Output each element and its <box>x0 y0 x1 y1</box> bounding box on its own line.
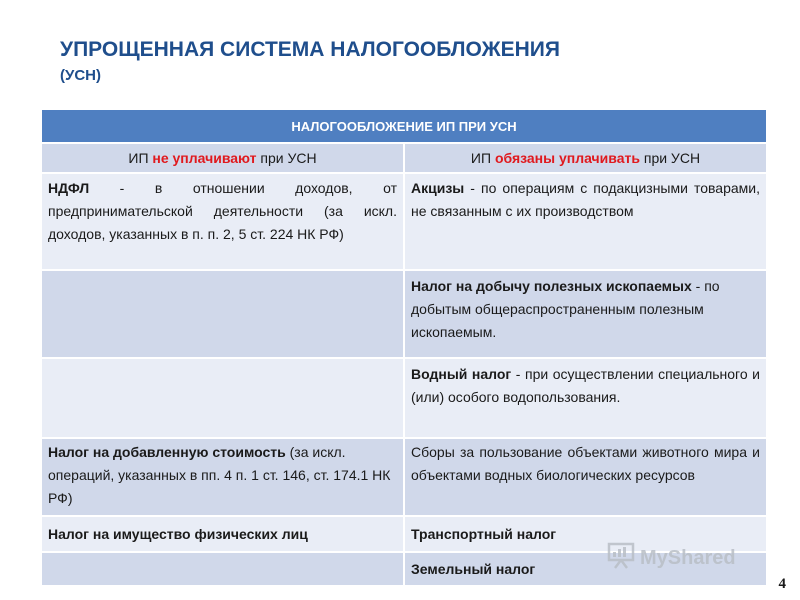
header-not-paid-pre: ИП <box>128 149 153 166</box>
tax-name: Земельный налог <box>411 560 536 577</box>
tax-description: - по операциям с подакцизными товарами, не связанным с их производством <box>411 180 760 219</box>
header-must-pay-emphasis: обязаны уплачивать <box>494 149 640 166</box>
tax-name: НДФЛ <box>48 180 90 196</box>
cell-not-paid <box>42 271 405 359</box>
slide-title: УПРОЩЕННАЯ СИСТЕМА НАЛОГООБЛОЖЕНИЯ <box>60 38 560 61</box>
cell-must-pay <box>405 359 768 439</box>
table-title-row <box>42 110 768 144</box>
tax-name: Налог на имущество физических лиц <box>48 525 308 542</box>
header-must-pay-pre: ИП <box>470 149 495 166</box>
cell-not-paid <box>42 553 405 587</box>
slide-subtitle: (УСН) <box>60 67 101 84</box>
tax-name: Водный налог <box>411 366 512 382</box>
table-header-row <box>42 144 768 174</box>
table-row <box>42 439 768 517</box>
cell-must-pay <box>405 174 768 271</box>
table-row <box>42 174 768 271</box>
tax-description: (за искл. операций, указанных в пп. 4 п. 1 ст. 146, ст. 174.1 НК РФ) <box>48 444 391 506</box>
table-title: НАЛОГООБЛОЖЕНИЕ ИП ПРИ УСН <box>42 110 768 144</box>
cell-not-paid <box>42 174 405 271</box>
tax-name: Налог на добавленную стоимость <box>48 444 286 460</box>
cell-must-pay <box>405 271 768 359</box>
tax-description: Сборы за пользование объектами животного мира и объектами водных биологических ресурсов <box>411 444 760 483</box>
tax-name: Налог на добычу полезных ископаемых <box>411 278 692 294</box>
table-row <box>42 271 768 359</box>
cell-not-paid <box>42 517 405 553</box>
cell-must-pay <box>405 439 768 517</box>
presentation-icon <box>606 540 640 576</box>
header-must-pay <box>405 144 768 174</box>
header-not-paid <box>42 144 405 174</box>
tax-table <box>42 110 768 587</box>
cell-not-paid <box>42 359 405 439</box>
header-not-paid-emphasis: не уплачивают <box>152 149 257 166</box>
tax-name: Транспортный налог <box>411 525 557 542</box>
tax-description: - в отношении доходов, от предпринимательской деятельности (за искл. доходов, указанных в п. п. 2, 5 ст. 224 НК РФ) <box>48 180 397 242</box>
watermark <box>606 538 776 578</box>
header-must-pay-post: при УСН <box>639 149 701 166</box>
table-row <box>42 359 768 439</box>
page-number: 4 <box>778 576 786 592</box>
cell-not-paid <box>42 439 405 517</box>
tax-description: - при осуществлении специального и (или) особого водопользования. <box>411 366 760 405</box>
watermark-text: MyShared <box>640 546 736 569</box>
header-not-paid-post: при УСН <box>256 149 317 166</box>
tax-description: - по добытым общераспространенным полезным ископаемым. <box>411 278 720 340</box>
tax-name: Акцизы <box>411 180 465 196</box>
